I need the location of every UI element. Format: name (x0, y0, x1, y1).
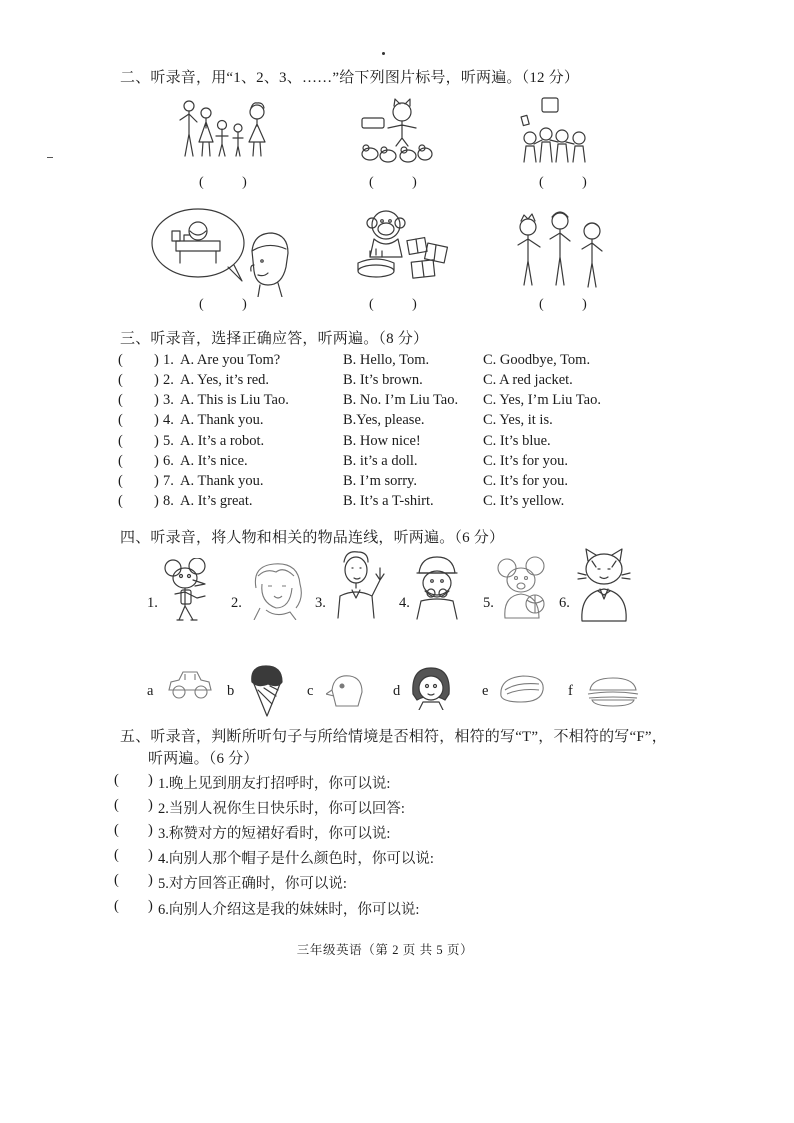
option-b: B. It’s brown. (343, 372, 423, 388)
option-a: A. It’s a robot. (180, 433, 265, 449)
bracket-open: ( (118, 453, 123, 469)
option-c: C. It’s for you. (483, 473, 568, 489)
bracket-close: ) (154, 392, 159, 408)
option-a: A. Thank you. (180, 412, 264, 428)
scan-dash (47, 157, 53, 158)
option-c: C. It’s blue. (483, 433, 551, 449)
bracket-open: ( (118, 412, 123, 428)
bracket-close: ) (154, 453, 159, 469)
section-5-title: 五、听录音，判断所听句子与所给情境是否相符，相符的写“T”，不相符的写“F”， (120, 729, 667, 745)
question-number: 6. (163, 453, 174, 469)
bracket-close: ) (154, 493, 159, 509)
option-b: B. How nice! (343, 433, 421, 449)
option-a: A. Yes, it’s red. (180, 372, 270, 388)
judgement-row (0, 797, 794, 819)
judgement-text: 5.对方回答正确时，你可以说: (158, 876, 347, 892)
section-2-title: 二、听录音，用“1、2、3、……”给下列图片标号，听两遍。（12 分） (120, 70, 580, 86)
mouse-character-icon (163, 558, 219, 622)
children-with-sign-picture-icon (518, 96, 592, 166)
question-number: 8. (163, 493, 174, 509)
ice-cream-icon (246, 662, 288, 718)
item-label: f (568, 683, 573, 699)
question-row (0, 473, 794, 493)
person-label: 6. (559, 595, 570, 611)
option-c: C. It’s for you. (483, 453, 568, 469)
item-label: b (227, 683, 235, 699)
item-label: e (482, 683, 489, 699)
bracket-close: ) (154, 433, 159, 449)
section-5-title-continued: 听两遍。（6 分） (148, 751, 259, 767)
option-b: B. It’s a T-shirt. (343, 493, 434, 509)
bracket-close: ) (148, 872, 153, 888)
thought-bubble-boy-picture-icon (150, 205, 292, 297)
bracket-close: ) (154, 473, 159, 489)
judgement-text: 3.称赞对方的短裙好看时，你可以说: (158, 826, 391, 842)
bracket-close: ) (148, 898, 153, 914)
question-row (0, 493, 794, 513)
question-number: 5. (163, 433, 174, 449)
option-c: C. Yes, it is. (483, 412, 553, 428)
bracket-close: ) (154, 352, 159, 368)
judgement-row (0, 772, 794, 794)
judgement-row (0, 847, 794, 869)
bracket-open: ( (114, 898, 119, 914)
bird-icon (326, 670, 366, 708)
bracket-open: ( (114, 772, 119, 788)
bracket-open: ( (118, 473, 123, 489)
hamburger-icon (586, 676, 640, 708)
doll-icon (409, 664, 453, 710)
question-number: 4. (163, 412, 174, 428)
bracket-open: ( (118, 493, 123, 509)
judgement-text: 1.晚上见到朋友打招呼时，你可以说: (158, 776, 391, 792)
item-label: c (307, 683, 314, 699)
question-row (0, 392, 794, 412)
toy-car-icon (165, 668, 213, 702)
judgement-row (0, 822, 794, 844)
option-c: C. Goodbye, Tom. (483, 352, 591, 368)
option-a: A. It’s nice. (180, 453, 248, 469)
question-number: 1. (163, 352, 174, 368)
cat-in-suit-icon (574, 547, 634, 623)
person-label: 1. (147, 595, 158, 611)
scan-dot (382, 52, 385, 55)
bracket-close: ) (148, 772, 153, 788)
monkey-birthday-cake-picture-icon (352, 205, 452, 287)
bracket-close: ) (154, 412, 159, 428)
bracket-close: ) (148, 797, 153, 813)
bracket-close: ) (154, 372, 159, 388)
person-label: 4. (399, 595, 410, 611)
question-row (0, 352, 794, 372)
man-waving-icon (330, 548, 390, 620)
item-label: d (393, 683, 401, 699)
option-c: C. A red jacket. (483, 372, 573, 388)
option-b: B. Hello, Tom. (343, 352, 430, 368)
answer-blank: ( ) (539, 297, 587, 312)
mouse-with-ball-icon (495, 556, 551, 620)
three-children-picture-icon (512, 205, 607, 291)
bracket-open: ( (118, 392, 123, 408)
family-picture-icon (175, 98, 270, 158)
bracket-open: ( (114, 822, 119, 838)
option-c: C. Yes, I’m Liu Tao. (483, 392, 601, 408)
person-label: 3. (315, 595, 326, 611)
question-number: 3. (163, 392, 174, 408)
option-c: C. It’s yellow. (483, 493, 565, 509)
bracket-open: ( (114, 872, 119, 888)
answer-blank: ( ) (369, 175, 417, 190)
section-4-title: 四、听录音，将人物和相关的物品连线，听两遍。（6 分） (120, 530, 505, 546)
option-a: A. This is Liu Tao. (180, 392, 289, 408)
hot-dog-icon (497, 670, 547, 708)
answer-blank: ( ) (369, 297, 417, 312)
judgement-row (0, 872, 794, 894)
person-label: 2. (231, 595, 242, 611)
item-label: a (147, 683, 154, 699)
judgement-text: 6.向别人介绍这是我的妹妹时，你可以说: (158, 902, 420, 918)
option-b: B.Yes, please. (343, 412, 425, 428)
bracket-open: ( (114, 847, 119, 863)
bracket-open: ( (118, 433, 123, 449)
bracket-open: ( (118, 352, 123, 368)
question-row (0, 412, 794, 432)
woman-icon (246, 558, 308, 620)
question-number: 2. (163, 372, 174, 388)
option-a: A. Are you Tom? (180, 352, 281, 368)
answer-blank: ( ) (199, 175, 247, 190)
bracket-close: ) (148, 847, 153, 863)
option-b: B. No. I’m Liu Tao. (343, 392, 459, 408)
question-number: 7. (163, 473, 174, 489)
question-row (0, 372, 794, 392)
question-row (0, 453, 794, 473)
section-3-title: 三、听录音，选择正确应答，听两遍。（8 分） (120, 331, 429, 347)
bracket-close: ) (148, 822, 153, 838)
bracket-open: ( (118, 372, 123, 388)
option-a: A. It’s great. (180, 493, 253, 509)
answer-blank: ( ) (199, 297, 247, 312)
question-row (0, 433, 794, 453)
cat-with-pets-picture-icon (358, 98, 434, 166)
person-label: 5. (483, 595, 494, 611)
option-a: A. Thank you. (180, 473, 264, 489)
judgement-row (0, 898, 794, 920)
judgement-text: 4.向别人那个帽子是什么颜色时，你可以说: (158, 851, 434, 867)
bracket-open: ( (114, 797, 119, 813)
answer-blank: ( ) (539, 175, 587, 190)
page-footer: 三年级英语（第 2 页 共 5 页） (296, 943, 474, 957)
option-b: B. I’m sorry. (343, 473, 417, 489)
boy-icon (411, 553, 463, 621)
judgement-text: 2.当别人祝你生日快乐时，你可以回答: (158, 801, 405, 817)
option-b: B. it’s a doll. (343, 453, 418, 469)
